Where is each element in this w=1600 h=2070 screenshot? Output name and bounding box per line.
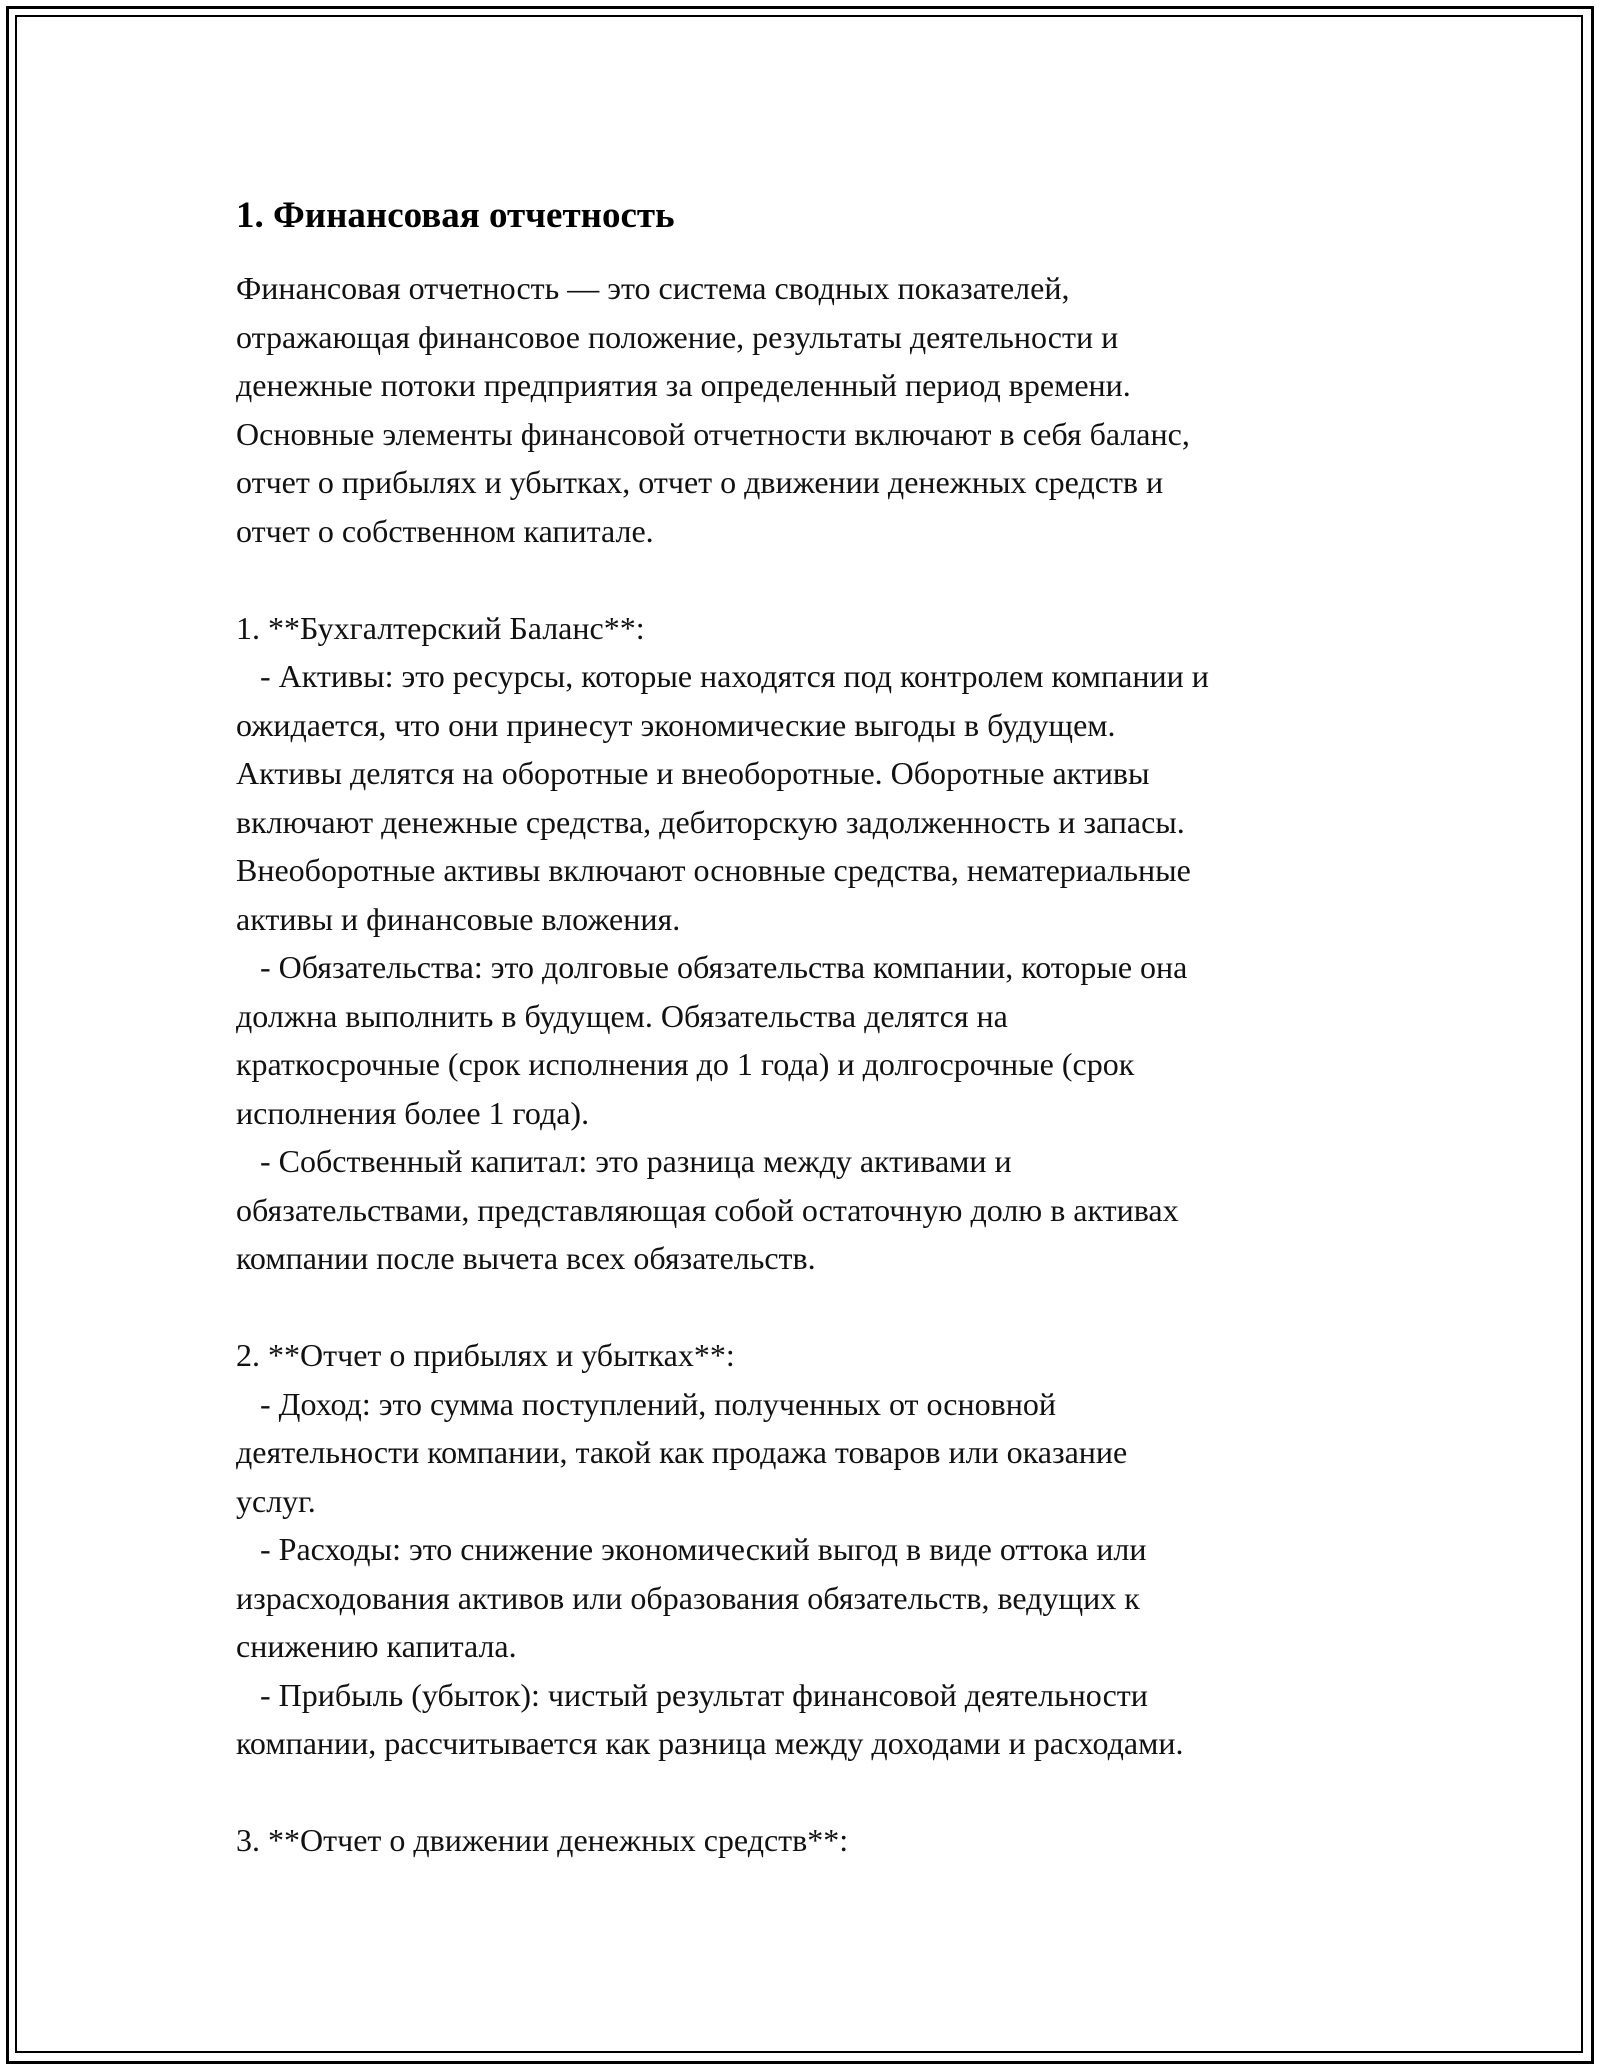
list-item-liabilities: - Обязательства: это долговые обязательства компании, которые она должна выполнить в будущем. Обязательства делятся на краткосрочные (срок исполнения до 1 года) и долгосрочные (срок исполнения более 1 года).	[236, 949, 1188, 1131]
section-balance	[236, 604, 1386, 1283]
section-income-statement	[236, 1331, 1386, 1768]
list-item-assets: - Активы: это ресурсы, которые находятся под контролем компании и ожидается, что они принесут экономические выгоды в будущем. Активы делятся на оборотные и внеоборотные. Оборотные активы включают денежные средства, дебиторскую задолженность и запасы. Внеоборотные активы включают основные средства, нематериальные активы и финансовые вложения.	[236, 658, 1209, 937]
section-title-income-statement: 2. **Отчет о прибылях и убытках**:	[236, 1337, 735, 1373]
section-cash-flow	[236, 1816, 1386, 1865]
document-body	[236, 182, 1386, 1865]
document-heading: 1. Финансовая отчетность	[236, 195, 675, 236]
list-item-equity: - Собственный капитал: это разница между активами и обязательствами, представляющая собой остаточную долю в активах компании после вычета всех обязательств.	[236, 1143, 1179, 1276]
section-title-balance: 1. **Бухгалтерский Баланс**:	[236, 609, 645, 646]
intro-paragraph: Финансовая отчетность — это система сводных показателей, отражающая финансовое положение, результаты деятельности и денежные потоки предприятия за определенный период времени. Основные элементы финансовой отчетности включают в себя баланс, отчет о прибылях и убытках, отчет о движении денежных средств и отчет о собственном капитале.	[236, 270, 1190, 549]
section-title-cash-flow: 3. **Отчет о движении денежных средств**:	[236, 1822, 849, 1858]
list-item-expenses: - Расходы: это снижение экономический выгод в виде оттока или израсходования активов или образования обязательств, ведущих к снижению капитала.	[236, 1531, 1147, 1664]
list-item-profit: - Прибыль (убыток): чистый результат финансовой деятельности компании, рассчитывается как разница между доходами и расходами.	[236, 1676, 1184, 1761]
list-item-revenue: - Доход: это сумма поступлений, полученных от основной деятельности компании, такой как продажа товаров или оказание услуг.	[236, 1385, 1128, 1519]
